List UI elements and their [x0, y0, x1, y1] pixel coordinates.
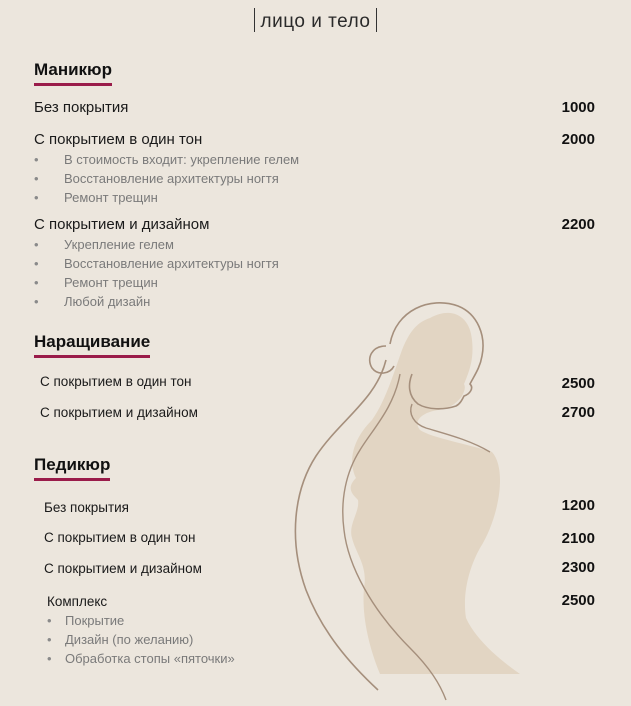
extension-title: Наращивание [34, 332, 150, 358]
pedicure-item-name: С покрытием и дизайном [44, 561, 202, 576]
brand-divider-right [376, 8, 377, 32]
pedicure-item-name: Без покрытия [44, 500, 129, 515]
pedicure-item-price: 2500 [561, 592, 595, 609]
detail-item: • Обработка стопы «пяточки» [47, 649, 235, 668]
detail-item: • Ремонт трещин [34, 188, 299, 207]
pedicure-item-price: 2100 [561, 530, 595, 547]
head-outline [390, 303, 483, 409]
detail-item: • Ремонт трещин [34, 273, 279, 292]
manicure-item-details [34, 150, 299, 207]
silhouette-fill [351, 313, 520, 674]
manicure-item-name: Без покрытия [34, 99, 129, 116]
brand-name: лицо и тело [260, 11, 371, 32]
detail-item: • Дизайн (по желанию) [47, 630, 235, 649]
detail-item: • Любой дизайн [34, 292, 279, 311]
manicure-item-details [34, 235, 279, 311]
manicure-title: Маникюр [34, 60, 112, 86]
manicure-item-name: С покрытием в один тон [34, 131, 203, 148]
brand-divider-left [254, 8, 255, 32]
extension-item-price: 2500 [561, 375, 595, 392]
inner-outline [343, 374, 446, 700]
manicure-item-price: 2000 [561, 131, 595, 148]
pedicure-item-price: 2300 [561, 559, 595, 576]
pedicure-item-name: Комплекс [47, 594, 108, 609]
extension-item-name: С покрытием и дизайном [40, 405, 198, 420]
extension-item-name: С покрытием в один тон [40, 374, 192, 389]
extension-item-price: 2700 [561, 404, 595, 421]
manicure-item-price: 2200 [561, 216, 595, 233]
manicure-item-name: С покрытием и дизайном [34, 216, 210, 233]
detail-item: • Восстановление архитектуры ногтя [34, 254, 279, 273]
flowing-outline [295, 360, 386, 690]
pedicure-item-name: С покрытием в один тон [44, 530, 196, 545]
pedicure-title: Педикюр [34, 455, 110, 481]
detail-item: • В стоимость входит: укрепление гелем [34, 150, 299, 169]
detail-item: • Восстановление архитектуры ногтя [34, 169, 299, 188]
pedicure-item-details [47, 611, 235, 668]
detail-item: • Покрытие [47, 611, 235, 630]
neck-outline [411, 404, 490, 452]
detail-item: • Укрепление гелем [34, 235, 279, 254]
hair-bun-outline [370, 346, 394, 373]
pedicure-item-price: 1200 [561, 497, 595, 514]
brand-header [0, 8, 631, 33]
manicure-item-price: 1000 [561, 99, 595, 116]
